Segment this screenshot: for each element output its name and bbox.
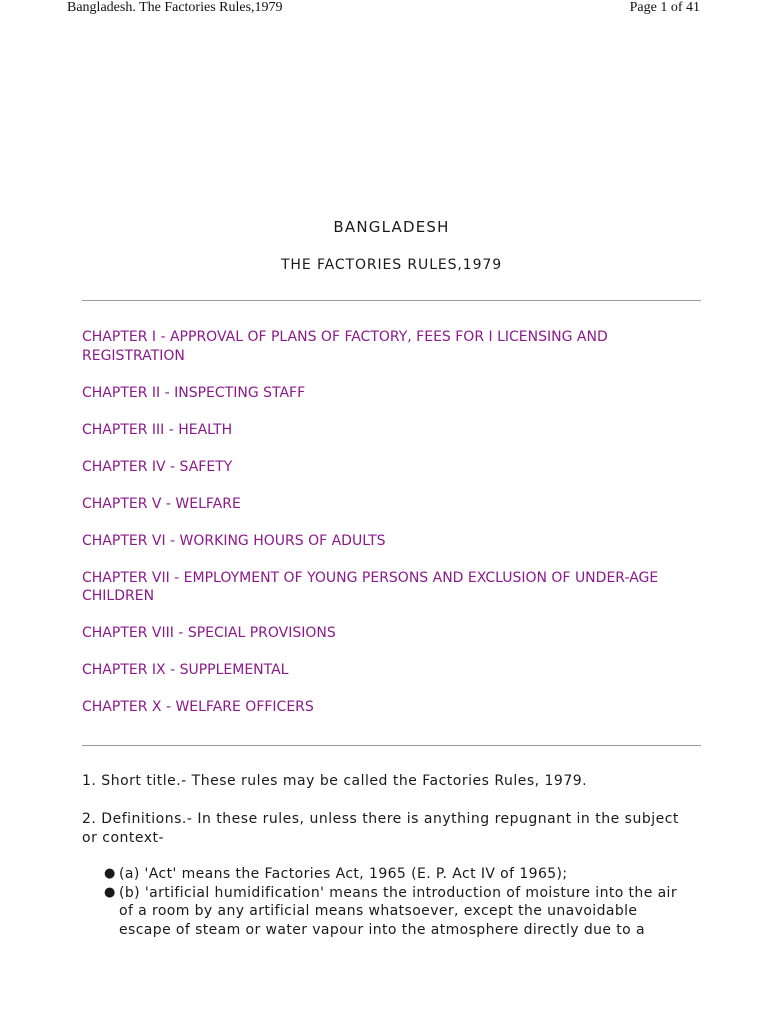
page-header [67, 0, 700, 20]
chapter-link-8[interactable]: CHAPTER VIII - SPECIAL PROVISIONS [82, 625, 336, 641]
document-title: Bangladesh. The Factories Rules,1979 [67, 0, 283, 15]
list-item [82, 495, 694, 514]
chapter-link-3[interactable]: CHAPTER III - HEALTH [82, 421, 233, 438]
chapter-link-5[interactable]: CHAPTER V - WELFARE [82, 495, 241, 512]
chapter-link-10[interactable]: CHAPTER X - WELFARE OFFICERS [82, 699, 314, 715]
chapter-link-9[interactable]: CHAPTER IX - SUPPLEMENTAL [82, 662, 289, 678]
list-item [82, 569, 694, 606]
bullet-icon: ● [104, 884, 116, 900]
divider-bottom [82, 745, 701, 746]
definitions-list [82, 865, 682, 939]
list-item [104, 884, 682, 940]
page-number: Page 1 of 41 [629, 0, 700, 15]
divider-top [82, 300, 701, 301]
list-item [82, 624, 694, 643]
bullet-icon: ● [104, 866, 116, 881]
chapter-link-1[interactable]: CHAPTER I - APPROVAL OF PLANS OF FACTORY, FEES FOR I LICENSING AND REGISTRATION [82, 329, 608, 364]
short-title-paragraph: 1. Short title.- These rules may be called the Factories Rules, 1979. [82, 773, 588, 789]
list-item [82, 532, 694, 551]
country-heading: BANGLADESH [333, 218, 450, 236]
chapter-list [82, 328, 694, 717]
rules-heading: THE FACTORIES RULES,1979 [280, 257, 503, 273]
definition-text: (b) 'artificial humidification' means the introduction of moisture into the air of a room by any artificial means whatsoever, except the unavoidable escape of steam or water vapour into the atmosphere directly due to a [119, 884, 677, 938]
list-item [82, 458, 694, 477]
list-item [82, 328, 694, 365]
list-item [104, 865, 682, 884]
definition-text: (a) 'Act' means the Factories Act, 1965 (E. P. Act IV of 1965); [119, 866, 568, 882]
chapter-link-2[interactable]: CHAPTER II - INSPECTING STAFF [82, 384, 306, 401]
definitions-paragraph: 2. Definitions.- In these rules, unless there is anything repugnant in the subject or context- [82, 811, 679, 846]
list-item [82, 421, 694, 440]
chapter-link-6[interactable]: CHAPTER VI - WORKING HOURS OF ADULTS [82, 532, 386, 549]
list-item [82, 384, 694, 403]
list-item [82, 661, 694, 680]
list-item [82, 698, 694, 717]
chapter-link-4[interactable]: CHAPTER IV - SAFETY [82, 458, 233, 475]
chapter-link-7[interactable]: CHAPTER VII - EMPLOYMENT OF YOUNG PERSONS AND EXCLUSION OF UNDER-AGE CHILDREN [82, 569, 659, 604]
